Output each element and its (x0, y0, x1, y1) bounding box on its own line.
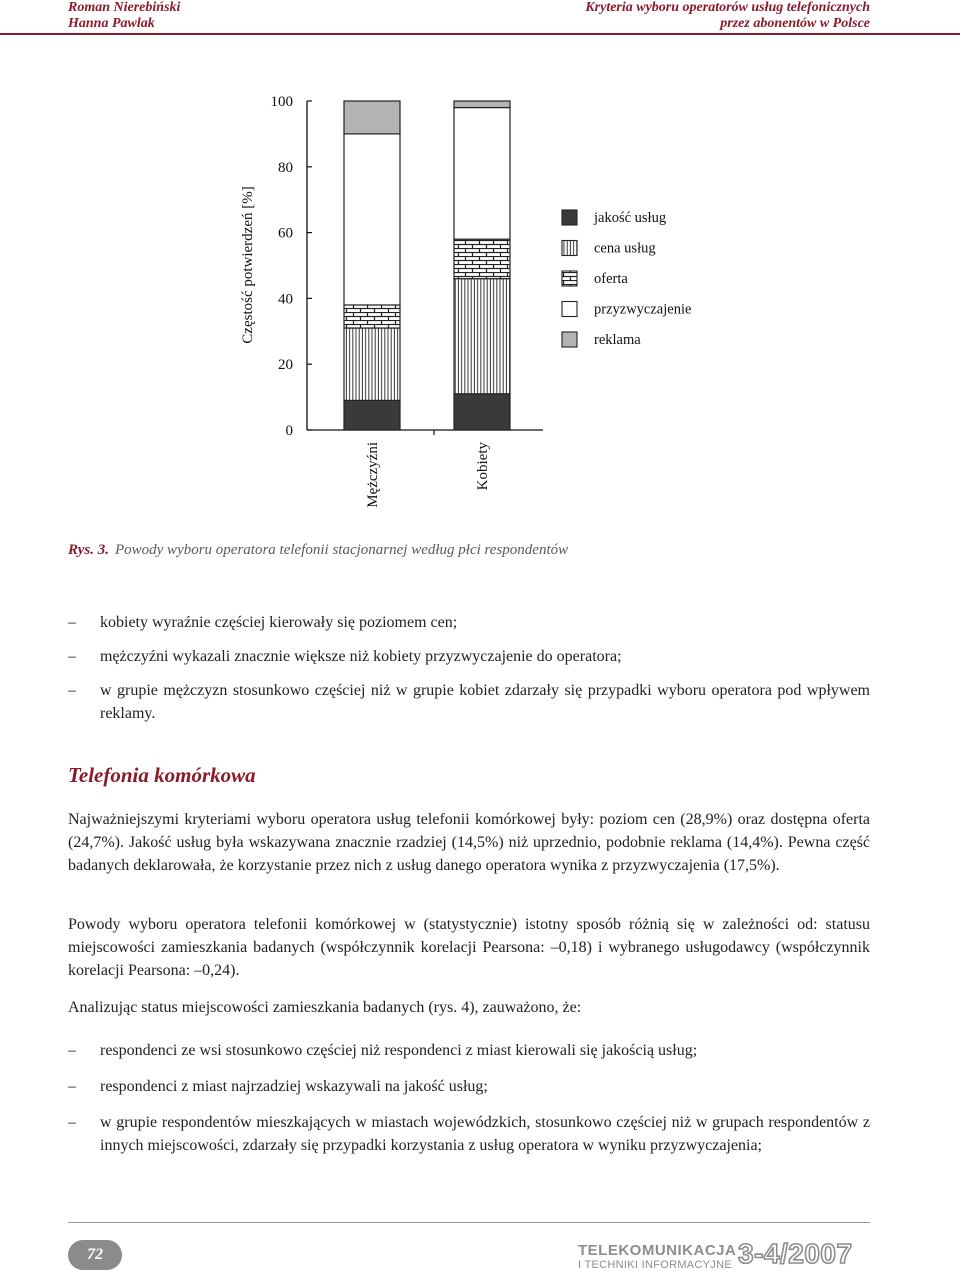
bullet-item (68, 680, 870, 726)
bullet-dash: – (68, 1114, 76, 1131)
header-author-1: Roman Nierebiński (68, 0, 181, 15)
legend-swatch (562, 332, 577, 347)
bullet-dash: – (68, 1078, 76, 1095)
bullet-text: kobiety wyraźnie częściej kierowały się poziomem cen; (100, 614, 458, 631)
y-axis-label: Częstość potwierdzeń [%] (240, 186, 256, 344)
bullet-dash: – (68, 614, 76, 631)
footer-rule (68, 1222, 870, 1223)
legend-swatch (562, 210, 577, 225)
legend-swatch (562, 241, 577, 256)
stacked-bar-chart (0, 0, 960, 530)
legend-label: jakość usług (594, 210, 667, 226)
bullet-dash: – (68, 1042, 76, 1059)
chart-legend (562, 210, 691, 348)
x-tick-label: Kobiety (475, 442, 491, 491)
figure-caption (68, 542, 568, 559)
bullet-item (68, 612, 870, 635)
page-number: 72 (68, 1240, 122, 1270)
bar-segment (454, 101, 510, 108)
bullet-text: w grupie respondentów mieszkających w miastach wojewódzkich, stosunkowo częściej niż w grupach respondentów z innych miejscowości, zdarzały się przypadki korzystania z usług operatora w wyniku przyzwyczajenia; (100, 1114, 870, 1154)
bar-segment (344, 400, 400, 430)
header-title-line-1: Kryteria wyboru operatorów usług telefonicznych (585, 0, 870, 15)
bullet-item (68, 646, 870, 669)
y-tick-label: 80 (278, 159, 293, 176)
paragraph: Najważniejszymi kryteriami wyboru operatora usług telefonii komórkowej były: poziom cen (28,9%) oraz dostępna oferta (24,7%). Jakość usług była wskazywana znacznie rzadziej (14,5%) niż uprzednio, podobnie reklama (14,4%). Pewna część badanych deklarowała, że korzystanie przez nich z usług danego operatora wynika z przyzwyczajenia (17,5%). (68, 811, 870, 874)
y-tick-label: 0 (285, 423, 293, 439)
bar-segment (344, 305, 400, 328)
bullet-item (68, 1076, 870, 1099)
x-tick-label: Mężczyźni (365, 442, 381, 508)
bar-segment (344, 134, 400, 305)
legend-label: przyzwyczajenie (594, 301, 692, 318)
paragraph: Analizując status miejscowości zamieszkania badanych (rys. 4), zauważono, że: (68, 999, 582, 1016)
bar-segment (454, 108, 510, 240)
bullet-text: w grupie mężczyzn stosunkowo częściej niż w grupie kobiet zdarzały się przypadki wyboru operatora pod wpływem reklamy. (100, 682, 870, 722)
paragraph: Powody wyboru operatora telefonii komórkowej w (statystycznie) istotny sposób różnią się w zależności od: statusu miejscowości zamieszkania badanych (współczynnik korelacji Pearsona: –0,18) i wybranego usługodawcy (współczynnik korelacji Pearsona: –0,24). (68, 916, 870, 979)
legend-swatch (562, 271, 577, 286)
y-tick-label: 20 (278, 357, 293, 374)
legend-label: oferta (594, 271, 628, 287)
legend-label: reklama (594, 332, 641, 348)
y-tick-label: 40 (278, 291, 293, 308)
bar-segment (344, 101, 400, 134)
issue-number: 3-4/2007 (738, 1238, 853, 1269)
header-title-line-2: przez abonentów w Polsce (720, 16, 870, 31)
legend-swatch (562, 302, 577, 317)
bar-segment (454, 239, 510, 278)
chart-bars (344, 101, 510, 508)
bullet-text: respondenci ze wsi stosunkowo częściej niż respondenci z miast kierowali się jakością usług; (100, 1042, 698, 1059)
bar-segment (344, 328, 400, 400)
journal-name-line-2: I TECHNIKI INFORMACYJNE (578, 1259, 732, 1271)
section-title: Telefonia komórkowa (68, 763, 256, 787)
bar-segment (454, 279, 510, 394)
bullet-item (68, 1040, 870, 1063)
legend-label: cena usług (594, 240, 656, 257)
bullet-dash: – (68, 682, 76, 699)
figure-caption-text: Powody wyboru operatora telefonii stacjonarnej według płci respondentów (114, 542, 569, 558)
bullet-item (68, 1112, 870, 1158)
bullet-text: mężczyźni wykazali znacznie większe niż kobiety przyzwyczajenie do operatora; (100, 648, 622, 665)
journal-name-line-1: TELEKOMUNIKACJA (578, 1242, 737, 1259)
y-tick-label: 100 (270, 94, 293, 110)
bullet-dash: – (68, 648, 76, 665)
header-author-2: Hanna Pawlak (68, 16, 155, 31)
bar-segment (454, 394, 510, 430)
bullet-text: respondenci z miast najrzadziej wskazywali na jakość usług; (100, 1078, 488, 1095)
y-tick-label: 60 (278, 225, 293, 242)
figure-label: Rys. 3. (68, 542, 109, 558)
